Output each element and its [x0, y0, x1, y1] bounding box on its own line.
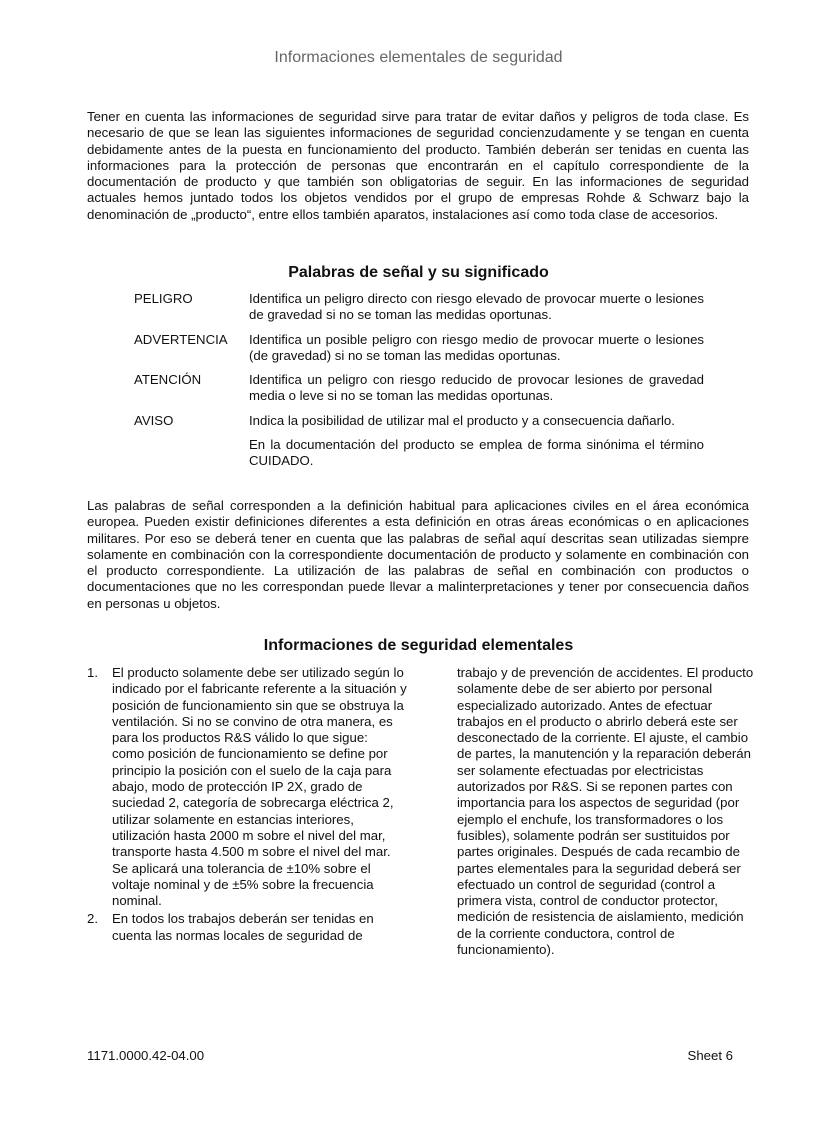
signal-description-text: Identifica un peligro con riesgo reducido de provocar lesiones de gravedad media o leve si no se toman las medidas oportunas.	[249, 372, 704, 404]
page-header: Informaciones elementales de seguridad	[274, 49, 563, 66]
item-number: 1.	[87, 665, 98, 680]
signal-term: ATENCIÓN	[134, 372, 202, 388]
signal-description-text: Identifica un peligro directo con riesgo elevado de provocar muerte o lesiones de gravedad si no se toman las medidas oportunas.	[249, 291, 704, 323]
safety-right-column	[457, 665, 757, 958]
signal-words-paragraph: Las palabras de señal corresponden a la definición habitual para aplicaciones civiles en el área económica europea. Pueden existir definiciones diferentes a esta definición en otras áreas económicas o en aplicaciones militares. Por eso se deberá tener en cuenta que las palabras de señal aquí descritas sean utilizadas siempre solamente en combinación con la correspondiente documentación de producto y solamente en combinación con el producto correspondiente. La utilización de las palabras de señal en combinación con productos o documentaciones que no les correspondan puede llevar a malinterpretaciones y tener por consecuencia daños en personas u objetos.	[87, 498, 749, 611]
item-text: Se aplicará una tolerancia de ±10% sobre el voltaje nominal y de ±5% sobre la frecuencia nominal.	[112, 860, 374, 909]
signal-term: AVISO	[134, 412, 174, 428]
signal-description-text: Identifica un posible peligro con riesgo medio de provocar muerte o lesiones (de gravedad) si no se toman las medidas oportunas.	[249, 331, 704, 363]
sheet-number: Sheet 6	[687, 1048, 733, 1063]
signal-words-list	[134, 291, 704, 478]
signal-description	[249, 372, 704, 405]
signal-row	[134, 372, 704, 405]
item-text: En todos los trabajos deberán ser tenidas en cuenta las normas locales de seguridad de	[112, 911, 374, 943]
signal-description	[249, 332, 704, 365]
item-body	[112, 911, 407, 944]
list-item	[87, 665, 407, 909]
item-text-continued: trabajo y de prevención de accidentes. El producto solamente debe de ser abierto por personal especializado autorizado. Antes de efectuar trabajos en el producto o abrirlo deberá este ser desconectado de la corriente. El ajuste, el cambio de partes, la manutención y la reparación deberán ser solamente efectuadas por electricistas autorizados por R&S. Si se reponen partes con importancia para los aspectos de seguridad (por ejemplo el enchufe, los transformadores o los fusibles), solamente podrán ser sustituidos por partes originales. Después de cada recambio de partes elementales para la seguridad deberá ser efectuado un control de seguridad (control a primera vista, control de conductor protector, medición de resistencia de aislamiento, medición de la corriente conductora, control de funcionamiento).	[457, 665, 754, 958]
item-text: como posición de funcionamiento se define por principio la posición con el suelo de la caja para abajo, modo de protección IP 2X, grado de suciedad 2, categoría de sobrecarga eléctrica 2, utilizar solamente en estancias interiores, utilización hasta 2000 m sobre el nivel del mar, transporte hasta 4.500 m sobre el nivel del mar.	[112, 746, 394, 860]
intro-paragraph: Tener en cuenta las informaciones de seguridad sirve para tratar de evitar daños y peligros de toda clase. Es necesario de que se lean las siguientes informaciones de seguridad concienzudamente y se tengan en cuenta debidamente antes de la puesta en funcionamiento del producto. También deberán ser tenidas en cuenta las informaciones para la protección de personas que encontrarán en el capítulo correspondiente de la documentación de producto y que también son obligatorias de seguir. En las informaciones de seguridad actuales hemos juntado todos los objetos vendidos por el grupo de empresas Rohde & Schwarz bajo la denominación de „producto“, entre ellos también aparatos, instalaciones así como toda clase de accesorios.	[87, 109, 749, 222]
signal-row	[134, 291, 704, 324]
signal-row	[134, 413, 704, 470]
signal-words-heading: Palabras de señal y su significado	[288, 264, 549, 281]
safety-left-column	[87, 665, 407, 946]
safety-heading: Informaciones de seguridad elementales	[263, 637, 574, 654]
item-text: El producto solamente debe ser utilizado según lo indicado por el fabricante referente a la situación y posición de funcionamiento sin que se obstruya la ventilación. Si no se convino de otra manera, es para los productos R&S válido lo que sigue:	[112, 665, 407, 746]
signal-description	[249, 291, 704, 324]
item-body	[112, 665, 407, 909]
item-number: 2.	[87, 911, 98, 927]
document-number: 1171.0000.42-04.00	[87, 1048, 205, 1063]
signal-description-text: En la documentación del producto se emplea de forma sinónima el término CUIDADO.	[249, 437, 704, 469]
signal-description-text: Indica la posibilidad de utilizar mal el producto y a consecuencia dañarlo.	[249, 412, 675, 428]
signal-term: PELIGRO	[134, 291, 193, 306]
signal-row	[134, 332, 704, 365]
list-item	[87, 911, 407, 944]
signal-description	[249, 413, 704, 470]
signal-term: ADVERTENCIA	[134, 331, 228, 347]
